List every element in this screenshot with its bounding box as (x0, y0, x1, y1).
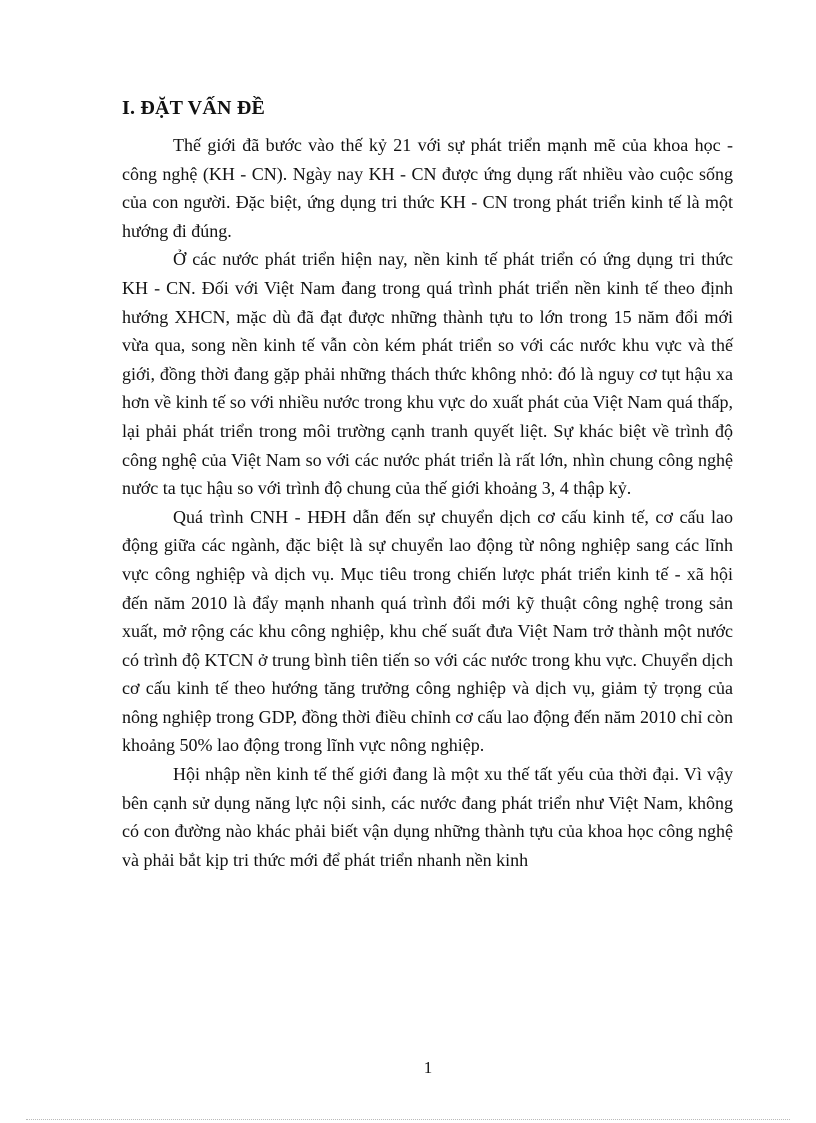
paragraph-2: Ở các nước phát triển hiện nay, nền kinh tế phát triển có ứng dụng tri thức KH - CN. Đối với Việt Nam đang trong quá trình phát triển nền kinh tế theo định hướng XHCN, mặc dù đã đạt được những thành tựu to lớn trong 15 năm đổi mới vừa qua, song nền kinh tế vẫn còn kém phát triển so với các nước khu vực và thế giới, đồng thời đang gặp phải những thách thức không nhỏ: đó là nguy cơ tụt hậu xa hơn về kinh tế so với nhiều nước trong khu vực do xuất phát của Việt Nam quá thấp, lại phải phát triển trong môi trường cạnh tranh quyết liệt. Sự khác biệt về trình độ công nghệ của Việt Nam so với các nước phát triển là rất lớn, nhìn chung công nghệ nước ta tục hậu so với trình độ chung của thế giới khoảng 3, 4 thập kỷ. (122, 249, 733, 499)
paragraph-3: Quá trình CNH - HĐH dẫn đến sự chuyển dịch cơ cấu kinh tế, cơ cấu lao động giữa các ngành, đặc biệt là sự chuyển lao động từ nông nghiệp sang các lĩnh vực công nghiệp và dịch vụ. Mục tiêu trong chiến lược phát triển kinh tế - xã hội đến năm 2010 là đẩy mạnh nhanh quá trình đổi mới kỹ thuật công nghệ trong sản xuất, mở rộng các khu công nghiệp, khu chế suất đưa Việt Nam trở thành một nước có trình độ KTCN ở trung bình tiên tiến so với các nước trong khu vực. Chuyển dịch cơ cấu kinh tế theo hướng tăng trưởng công nghiệp và dịch vụ, giảm tỷ trọng của nông nghiệp trong GDP, đồng thời điều chỉnh cơ cấu lao động đến năm 2010 chỉ còn khoảng 50% lao động trong lĩnh vực nông nghiệp. (122, 506, 733, 756)
page-number: 1 (423, 1058, 433, 1077)
paragraph-4: Hội nhập nền kinh tế thế giới đang là một xu thế tất yếu của thời đại. Vì vậy bên cạnh sử dụng năng lực nội sinh, các nước đang phát triển như Việt Nam, không có con đường nào khác phải biết vận dụng những thành tựu của khoa học công nghệ và phải bắt kịp tri thức mới để phát triển nhanh nền kinh (122, 764, 733, 870)
page-bottom-border (26, 1119, 790, 1120)
paragraph-1: Thế giới đã bước vào thế kỷ 21 với sự phát triển mạnh mẽ của khoa học - công nghệ (KH - CN). Ngày nay KH - CN được ứng dụng rất nhiều vào cuộc sống của con người. Đặc biệt, ứng dụng tri thức KH - CN trong phát triển kinh tế là một hướng đi đúng. (122, 135, 733, 241)
section-heading: I. ĐẶT VẤN ĐỀ (122, 97, 266, 119)
body-text (122, 131, 733, 874)
